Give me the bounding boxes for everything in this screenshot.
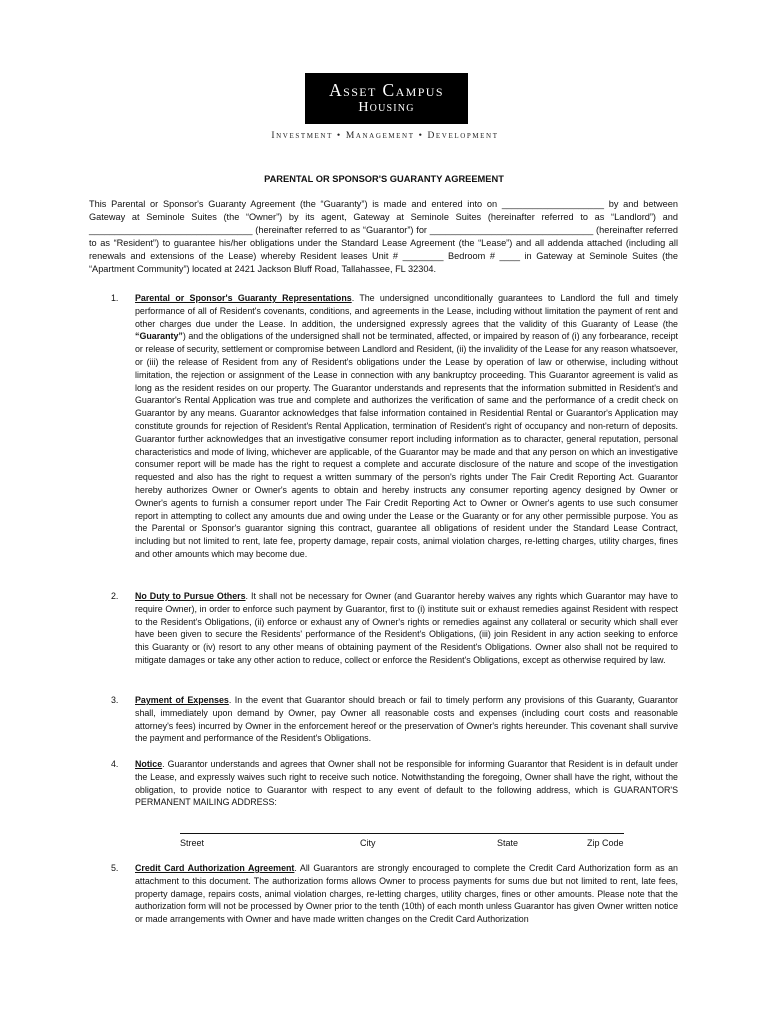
section-heading: Credit Card Authorization Agreement	[135, 863, 295, 873]
address-label-street: Street	[180, 838, 205, 848]
document-title: PARENTAL OR SPONSOR'S GUARANTY AGREEMENT	[264, 174, 504, 184]
section-4	[111, 758, 678, 809]
section-2	[111, 590, 678, 667]
section-body	[135, 758, 678, 809]
section-text: . Guarantor understands and agrees that Owner shall not be responsible for informing Guarantor that Resident is in default under the Lease, and expressly waives such right to receive such notice. Notwithstanding the foregoing, Owner shall have the right, without the obligation, to provide notice to Guarantor with respect to any event of default to the following address, which is GUARANTOR'S PERMANENT MAILING ADDRESS:	[135, 759, 678, 808]
section-body	[135, 694, 678, 745]
section-number: 5.	[111, 863, 119, 873]
mailing-address-line[interactable]	[180, 833, 624, 834]
section-number: 1.	[111, 293, 119, 303]
section-number: 2.	[111, 591, 119, 601]
section-number: 4.	[111, 759, 119, 769]
section-heading: Payment of Expenses	[135, 695, 229, 705]
section-text: . The undersigned unconditionally guarantees to Landlord the full and timely performance of all of Resident's covenants, conditions, and agreements in the Lease, including without limitation the payment of rent and other charges due under the Lease. In addition, the undersigned expressly agrees that the validity of this Guaranty of Lease (the	[135, 293, 679, 329]
address-label-zip: Zip Code	[587, 838, 624, 848]
section-heading: Parental or Sponsor's Guaranty Representations	[135, 293, 352, 303]
address-label-state: State	[497, 838, 519, 848]
section-3	[111, 694, 678, 745]
section-heading: No Duty to Pursue Others	[135, 591, 246, 601]
section-text-continued: ) and the obligations of the undersigned shall not be terminated, affected, or impaired by reason of (i) any forbearance, receipt or release of security, settlement or compromise between Landlord and Resident, (ii) the invalidity of the Lease for any reason whatsoever, or (iii) the release of Resident from any of Resident's obligations under the Lease by operation of law or otherwise, including without limitation, the rejection or assignment of the Lease in connection with any bankruptcy proceeding. This Guarantor agreement is valid as long as the resident resides on our property. The Guarantor understands and represents that the information submitted in Resident's and Guarantor's Rental Application was true and complete and authorizes the verification of same and the performance of a credit check on Guarantor by any means. Guarantor acknowledges that false information contained in Residential Rental or Guarantor's Application may constitute grounds for rejection of Resident's Rental Application, termination of Resident's right of occupancy and non-return of deposits. Guarantor further acknowledges that an investigative consumer report including information as to character, general reputation, personal characteristics and mode of living, whichever are applicable, of the Guarantor may be made and that any person on which an investigative consumer report will be made has the right to request a complete and accurate disclosure of the nature and scope of the investigation requested and also has the right to request a written summary of the person's rights under The Fair Credit Reporting Act. Guarantor hereby authorizes Owner or Owner's agents to obtain and hereby instructs any consumer reporting agency designed by Owner or Owner's agents to furnish a consumer report under The Fair Credit Reporting Act to Owner or Owner's agents to use such consumer report in attempting to collect any amounts due and owing under the Lease or the Guaranty or for any other permissible purpose. You as the Parental or Sponsor's guarantor signing this contract, guarantee all obligations of resident under the Standard Lease Contract, including but not limited to rent, late fee, property damage, repair costs, animal violation charges, re-letting charges, utility charges, fines and other amounts which may become due.	[135, 331, 678, 559]
logo-line-2: Housing	[358, 100, 415, 115]
company-logo	[305, 73, 468, 124]
company-tagline: Investment • Management • Development	[271, 131, 499, 141]
section-number: 3.	[111, 695, 119, 705]
intro-paragraph: This Parental or Sponsor's Guaranty Agreement (the “Guaranty”) is made and entered into on ____________________ by and between Gateway at Seminole Suites (the “Owner”) by its agent, Gateway at Seminole Suites (hereinafter referred to as “Landlord”) and ________________________________ (hereinafter referred to as “Guarantor”) for ________________________________ (hereinafter referred to as “Resident”) to guarantee his/her obligations under the Standard Lease Agreement (the “Lease”) and all addenda attached (including all renewals and extensions of the Lease) whereby Resident leases Unit # ________ Bedroom # ____ in Gateway at Seminole Suites (the “Apartment Community”) located at 2421 Jackson Bluff Road, Tallahassee, FL 32304.	[89, 199, 678, 274]
address-label-city: City	[360, 838, 376, 848]
section-body	[135, 292, 678, 561]
section-body	[135, 862, 678, 926]
section-emphasis: “Guaranty”	[135, 331, 183, 342]
section-text: . It shall not be necessary for Owner (and Guarantor hereby waives any rights which Guarantor may have to require Owner), in order to enforce such payment by Guarantor, first to (i) institute suit or exhaust remedies against Resident with respect to the Resident's Obligations, (ii) enforce or exhaust any of Owner's rights or remedies against any collateral or security which shall ever have been given to secure the Residents' performance of the Resident's Obligations, (iii) join Resident in any action seeking to enforce this Guaranty or (iv) resort to any other means of obtaining payment of the Resident's Obligations. Owner also shall not be required to mitigate damages or take any other action to reduce, collect or enforce the Resident's Obligations, except as otherwise required by law.	[135, 591, 678, 665]
section-5	[111, 862, 678, 926]
section-heading: Notice	[135, 759, 163, 769]
logo-line-1: Asset Campus	[329, 80, 444, 100]
section-text: . All Guarantors are strongly encouraged to complete the Credit Card Authorization form as an attachment to this document. The authorization forms allows Owner to process payments for sums due but not limited to rent, late fees, property damage, repairs costs, animal violation charges, re-letting charges, utility charges, fines or other amounts. Please note that the authorization form will not be processed by Owner prior to the tenth (10th) of each month unless Guarantor has given Owner written notice or made arrangements with Owner and have made written changes on the Credit Card Authorization	[135, 863, 678, 925]
section-text: . In the event that Guarantor should breach or fail to timely perform any provisions of this Guaranty, Guarantor shall, immediately upon demand by Owner, pay Owner all reasonable costs and expenses (including court costs and reasonable attorney's fees) incurred by Owner in the enforcement hereof or the preservation of Owner's rights hereunder. This covenant shall survive the payment and performance of the Resident's Obligations.	[135, 695, 678, 744]
section-body	[135, 590, 678, 667]
section-1	[111, 292, 678, 561]
